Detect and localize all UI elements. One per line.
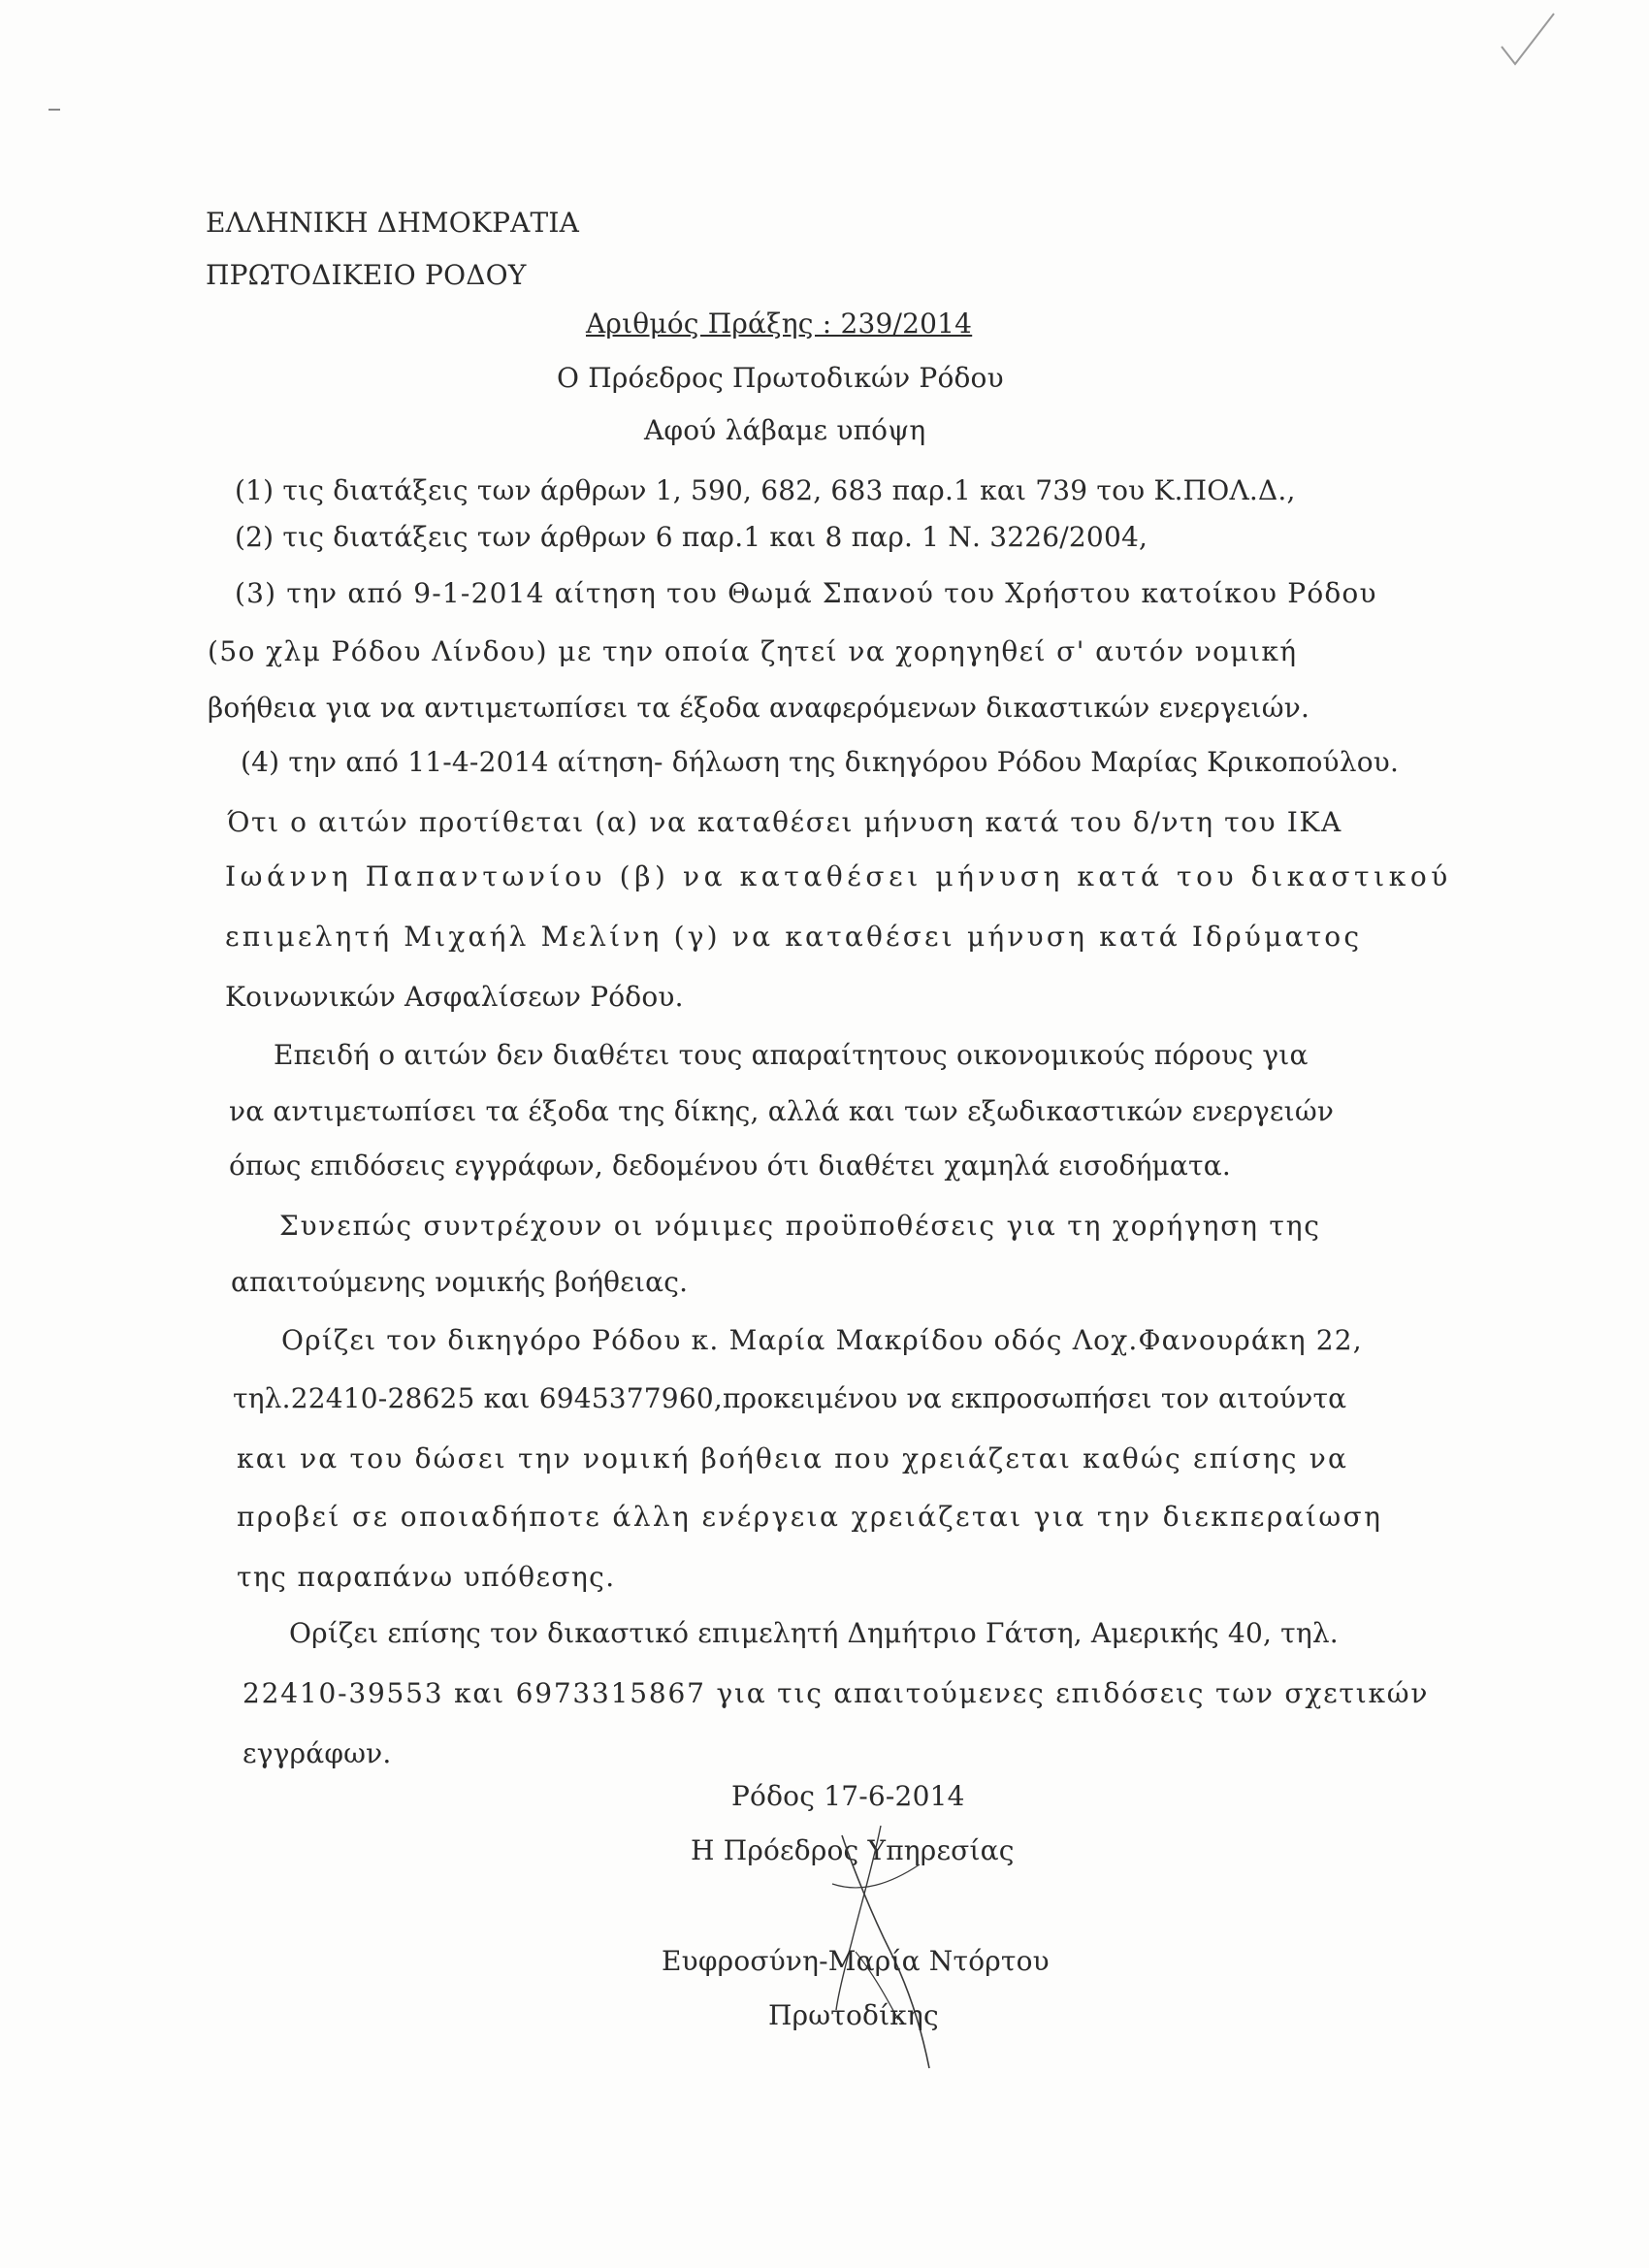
para-1-line-2: Ιωάννη Παπαντωνίου (β) να καταθέσει μήνυση κατά του δικαστικού xyxy=(225,860,1452,892)
para-1-line-3: επιμελητή Μιχαήλ Μελίνη (γ) να καταθέσει μήνυση κατά Ιδρύματος xyxy=(225,921,1363,953)
para-4-line-1: Ορίζει τον δικηγόρο Ρόδου κ. Μαρία Μακρίδου οδός Λοχ.Φανουράκη 22, xyxy=(281,1324,1363,1356)
signer-title: Πρωτοδίκης xyxy=(768,1999,939,2031)
para-4-line-4: προβεί σε οποιαδήποτε άλλη ενέργεια χρειάζεται για την διεκπεραίωση xyxy=(237,1501,1383,1533)
republic-heading: ΕΛΛΗΝΙΚΗ ΔΗΜΟΚΡΑΤΙΑ xyxy=(206,207,580,239)
para-2-line-1: Επειδή ο αιτών δεν διαθέτει τους απαραίτητους οικονομικούς πόρους για xyxy=(274,1039,1309,1071)
para-4-line-2: τηλ.22410-28625 και 6945377960,προκειμένου να εκπροσωπήσει τον αιτούντα xyxy=(233,1382,1347,1414)
para-5-line-1: Ορίζει επίσης τον δικαστικό επιμελητή Δημήτριο Γάτση, Αμερικής 40, τηλ. xyxy=(289,1617,1339,1649)
para-3-line-1: Συνεπώς συντρέχουν οι νόμιμες προϋποθέσεις για τη χορήγηση της xyxy=(279,1210,1321,1242)
clause-3-line-1: (3) την από 9-1-2014 αίτηση του Θωμά Σπανού του Χρήστου κατοίκου Ρόδου xyxy=(235,577,1377,609)
act-number: Αριθμός Πράξης : 239/2014 xyxy=(586,308,973,340)
para-2-line-3: όπως επιδόσεις εγγράφων, δεδομένου ότι διαθέτει χαμηλά εισοδήματα. xyxy=(229,1150,1231,1182)
para-4-line-3: και να του δώσει την νομική βοήθεια που χρειάζεται καθώς επίσης να xyxy=(237,1442,1349,1474)
para-1-line-4: Κοινωνικών Ασφαλίσεων Ρόδου. xyxy=(225,981,684,1013)
checkmark-icon xyxy=(1494,10,1562,78)
place-date: Ρόδος 17-6-2014 xyxy=(731,1780,965,1812)
para-2-line-2: να αντιμετωπίσει τα έξοδα της δίκης, αλλά και των εξωδικαστικών ενεργειών xyxy=(229,1095,1335,1127)
court-heading: ΠΡΩΤΟΔΙΚΕΙΟ ΡΟΔΟΥ xyxy=(206,259,527,291)
clause-1: (1) τις διατάξεις των άρθρων 1, 590, 682, 683 παρ.1 και 739 του Κ.ΠΟΛ.Δ., xyxy=(235,474,1296,506)
para-4-line-5: της παραπάνω υπόθεσης. xyxy=(237,1561,616,1593)
signer-role: Η Πρόεδρος Υπηρεσίας xyxy=(691,1834,1015,1866)
considering-line: Αφού λάβαμε υπόψη xyxy=(644,414,926,446)
para-1-line-1: Ότι ο αιτών προτίθεται (α) να καταθέσει μήνυση κατά του δ/ντη του ΙΚΑ xyxy=(227,806,1342,838)
clause-3-line-2: (5ο χλμ Ρόδου Λίνδου) με την οποία ζητεί να χορηγηθεί σ' αυτόν νομική xyxy=(208,635,1298,667)
para-5-line-3: εγγράφων. xyxy=(242,1737,392,1769)
scan-mark xyxy=(48,109,60,111)
signer-name: Ευφροσύνη-Μαρία Ντόρτου xyxy=(662,1945,1050,1977)
clause-4: (4) την από 11-4-2014 αίτηση- δήλωση της δικηγόρου Ρόδου Μαρίας Κρικοπούλου. xyxy=(241,746,1400,778)
clause-3-line-3: βοήθεια για να αντιμετωπίσει τα έξοδα αναφερόμενων δικαστικών ενεργειών. xyxy=(208,692,1310,724)
para-5-line-2: 22410-39553 και 6973315867 για τις απαιτούμενες επιδόσεις των σχετικών xyxy=(242,1677,1430,1709)
clause-2: (2) τις διατάξεις των άρθρων 6 παρ.1 και 8 παρ. 1 Ν. 3226/2004, xyxy=(235,521,1148,553)
president-line: Ο Πρόεδρος Πρωτοδικών Ρόδου xyxy=(557,362,1004,394)
para-3-line-2: απαιτούμενης νομικής βοήθειας. xyxy=(231,1266,689,1298)
